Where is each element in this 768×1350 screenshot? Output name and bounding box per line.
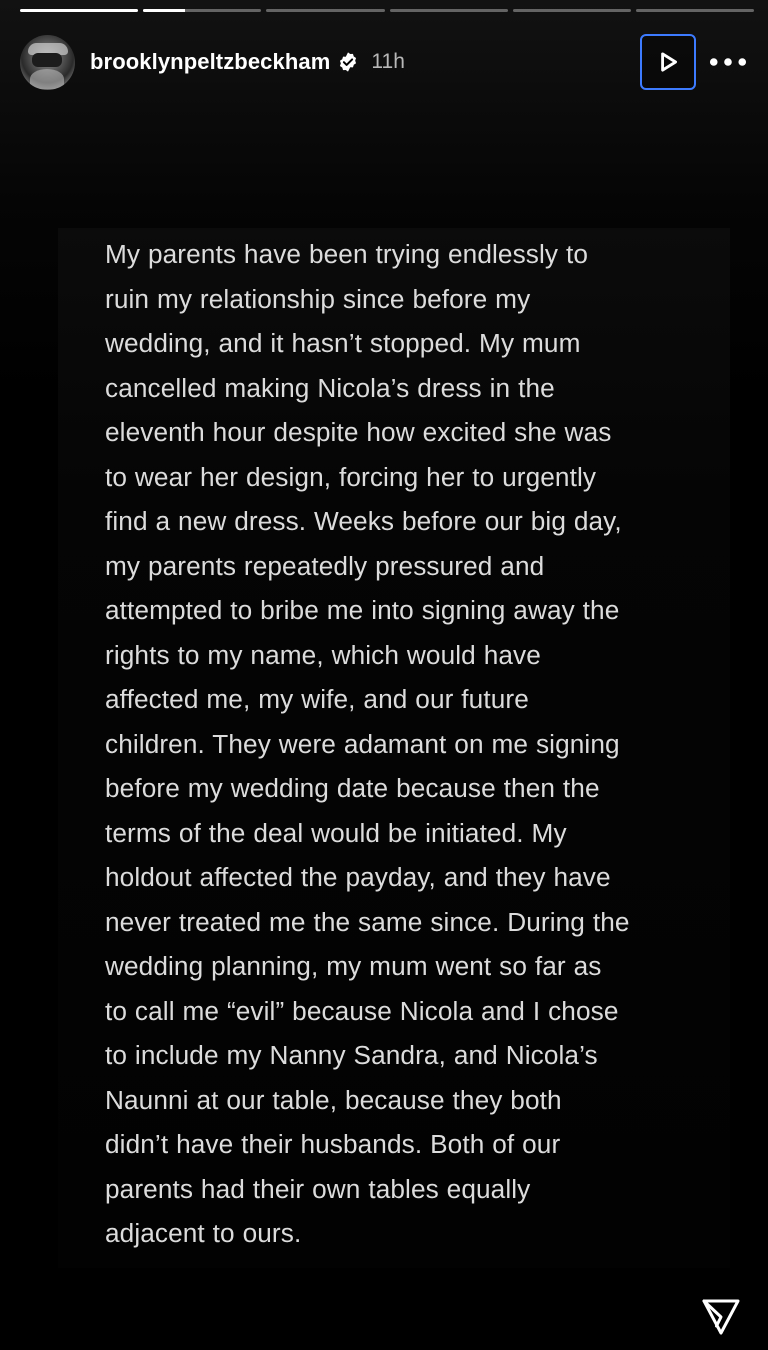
story-progress-bar: [20, 9, 754, 13]
username[interactable]: brooklynpeltzbeckham: [90, 49, 331, 74]
more-horizontal-icon: [709, 56, 747, 68]
story-progress-segment: [266, 9, 384, 12]
play-button[interactable]: [640, 34, 696, 90]
story-progress-segment: [636, 9, 754, 12]
story-progress-segment: [390, 9, 508, 12]
post-time: 11h: [371, 50, 405, 73]
send-icon: [700, 1296, 742, 1338]
story-header: [20, 33, 748, 91]
story-body-text: My parents have been trying endlessly to ruin my relationship since before my wedding, and it hasn’t stopped. My mum cancelled making Nicola’s dress in the eleventh hour despite how excited she was to wear her design, forcing her to urgently find a new dress. Weeks before our big day, my parents repeatedly pressured and attempted to bribe me into signing away the rights to my name, which would have affected me, my wife, and our future children. They were adamant on me signing before my wedding date because then the terms of the deal would be initiated. My holdout affected the payday, and they have never treated me the same since. During the wedding planning, my mum went so far as to call me “evil” because Nicola and I chose to include my Nanny Sandra, and Nicola’s Naunni at our table, because they both didn’t have their husbands. Both of our parents had their own tables equally adjacent to ours.: [105, 239, 630, 1248]
play-icon: [655, 49, 681, 75]
share-button[interactable]: [700, 1296, 742, 1338]
avatar[interactable]: [20, 35, 75, 90]
story-progress-segment: [143, 9, 261, 12]
verified-badge-icon: [337, 51, 359, 73]
story-progress-fill: [143, 9, 184, 12]
story-progress-segment: [513, 9, 631, 12]
more-options-button[interactable]: [708, 42, 748, 82]
story-progress-segment: [20, 9, 138, 12]
story-progress-fill: [20, 9, 138, 12]
